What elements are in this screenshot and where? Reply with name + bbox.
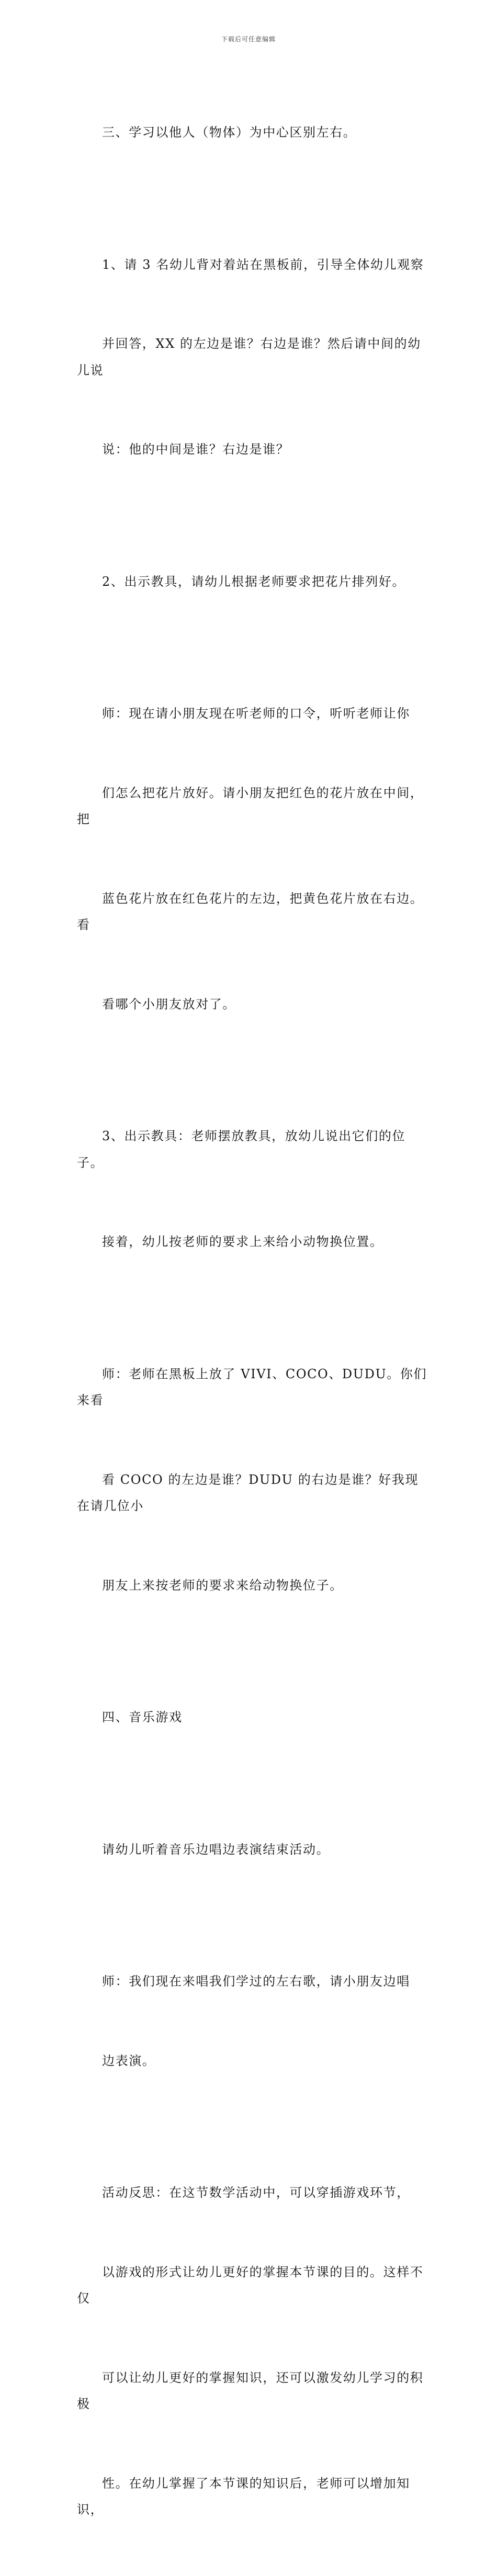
text-line: 2、出示教具，请幼儿根据老师要求把花片排列好。	[102, 574, 406, 589]
paragraph-music	[77, 1784, 427, 1916]
text-line: 朋友上来按老师的要求来给动物换位子。	[102, 1578, 343, 1593]
text-line: 们怎么把花片放好。请小朋友把红色的花片放在中间，把	[77, 785, 424, 826]
document-body	[77, 66, 427, 2576]
paragraph-step-3	[77, 1070, 427, 1308]
text-line: 活动反思：在这节数学活动中，可以穿插游戏环节，	[102, 2185, 410, 2200]
text-line: 看 COCO 的左边是谁？DUDU 的右边是谁？好我现在请几位小	[77, 1472, 419, 1513]
text-line: 并回答，XX 的左边是谁？右边是谁？然后请中间的幼儿说	[77, 336, 421, 378]
paragraph-step-1	[77, 199, 427, 516]
paragraph-teacher-1	[77, 648, 427, 1070]
text-line: 3、出示教具：老师摆放教具，放幼儿说出它们的位子。	[77, 1129, 406, 1170]
text-line: 接着，幼儿按老师的要求上来给小动物换位置。	[102, 1234, 383, 1249]
text-line: 性。在幼儿掌握了本节课的知识后，老师可以增加知识，	[77, 2476, 410, 2517]
text-line: 师：老师在黑板上放了 VIVI、COCO、DUDU。你们来看	[77, 1366, 427, 1408]
text-line: 请幼儿听着音乐边唱边表演结束活动。	[102, 1842, 330, 1857]
paragraph-reflection	[77, 2127, 427, 2576]
text-line: 蓝色花片放在红色花片的左边，把黄色花片放在右边。看	[77, 891, 424, 932]
paragraph-teacher-2	[77, 1308, 427, 1652]
text-line: 说：他的中间是谁？右边是谁？	[102, 442, 290, 457]
text-line: 师：现在请小朋友现在听老师的口令，听听老师让你	[102, 706, 410, 721]
text-line: 四、音乐游戏	[102, 1710, 183, 1724]
text-line: 师：我们现在来唱我们学过的左右歌，请小朋友边唱	[102, 1974, 410, 1989]
text-line: 可以让幼儿更好的掌握知识，还可以激发幼儿学习的积极	[77, 2370, 424, 2411]
page-header: 下载后可任意编辑	[221, 36, 276, 43]
text-line: 1、请 3 名幼儿背对着站在黑板前，引导全体幼儿观察	[102, 257, 424, 272]
paragraph-step-2	[77, 516, 427, 648]
section-heading-3	[77, 66, 427, 199]
text-line: 以游戏的形式让幼儿更好的掌握本节课的目的。这样不仅	[77, 2264, 424, 2306]
paragraph-teacher-3	[77, 1915, 427, 2127]
section-heading-4	[77, 1651, 427, 1784]
text-line: 看哪个小朋友放对了。	[102, 996, 236, 1012]
text-line: 三、学习以他人（物体）为中心区别左右。	[102, 125, 357, 140]
text-line: 边表演。	[102, 2053, 156, 2068]
